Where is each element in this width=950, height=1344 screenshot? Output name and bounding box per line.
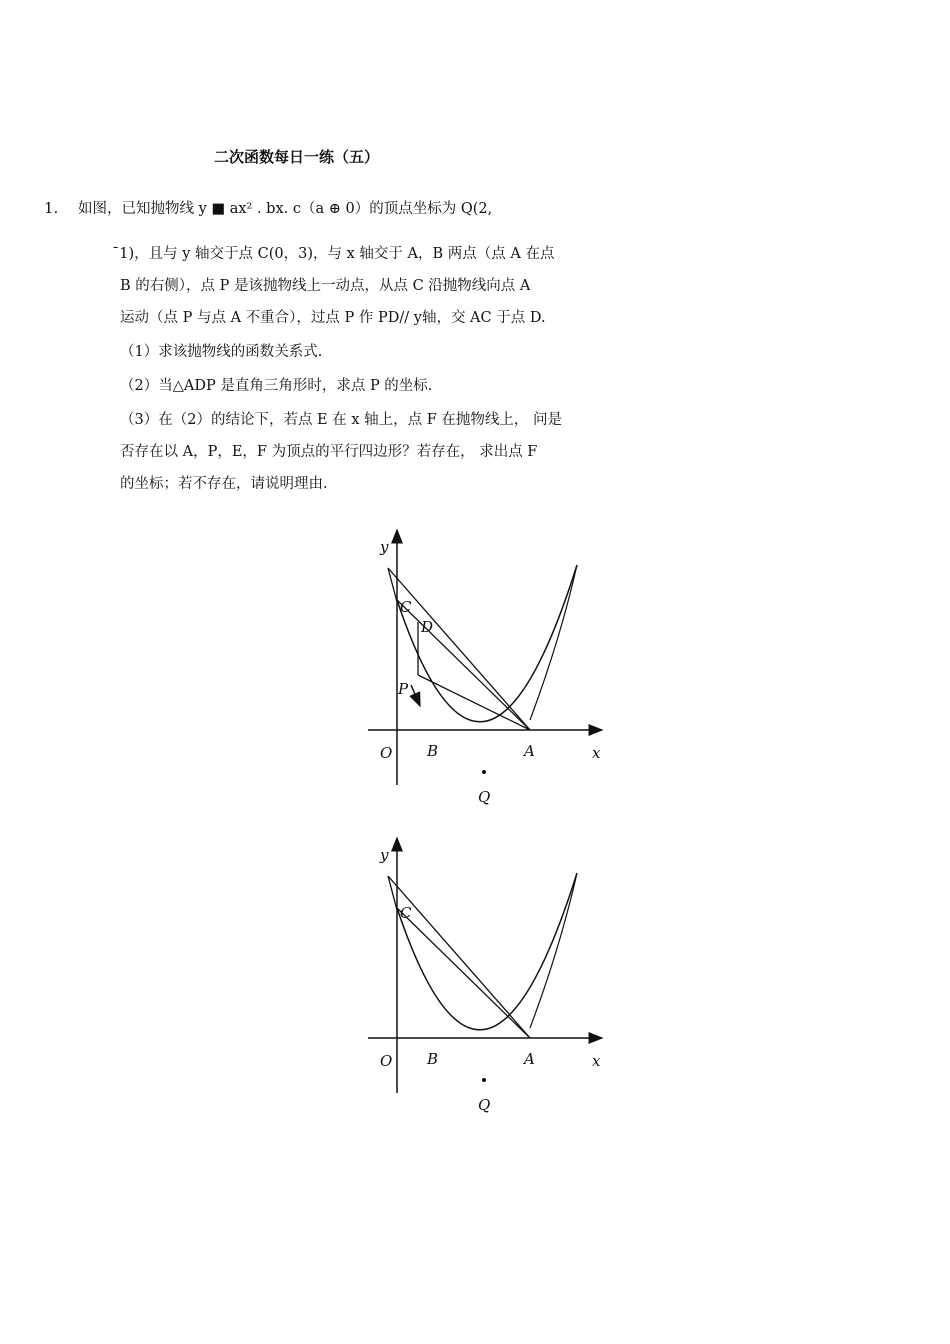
part-1: （1）求该抛物线的函数关系式. — [120, 344, 323, 360]
label-a: A — [524, 1050, 535, 1068]
label-a: A — [524, 742, 535, 760]
page-title: 二次函数每日一练（五） — [214, 148, 380, 166]
label-c: C — [400, 904, 412, 922]
label-b: B — [427, 1050, 439, 1068]
label-d: D — [421, 618, 434, 636]
part-2: （2）当△ADP 是直角三角形时，求点 P 的坐标. — [120, 378, 433, 394]
question-line-4: 运动（点 P 与点 A 不重合），过点 P 作 PD// y轴，交 AC 于点 D. — [120, 310, 546, 326]
motion-arrow — [411, 685, 420, 706]
parabola — [397, 873, 577, 1030]
label-x: x — [592, 744, 601, 762]
line-top — [388, 876, 530, 1038]
label-c: C — [400, 598, 412, 616]
line-ca — [397, 600, 530, 730]
question-number: 1. — [44, 199, 59, 217]
label-o: O — [380, 1052, 393, 1070]
part-3-line-3: 的坐标；若不存在，请说明理由. — [120, 476, 328, 492]
label-y: y — [380, 846, 389, 864]
parabola — [397, 565, 577, 722]
vertex-q — [482, 770, 486, 774]
label-p: P — [398, 680, 409, 698]
line-top — [388, 568, 530, 730]
figure-1 — [360, 520, 620, 815]
question-line-3: B 的右侧），点 P 是该抛物线上一动点，从点 C 沿抛物线向点 A — [120, 278, 531, 294]
label-q: Q — [478, 788, 491, 806]
figure-2 — [360, 828, 620, 1123]
label-x: x — [592, 1052, 601, 1070]
vertex-q — [482, 1078, 486, 1082]
question-line-2: ˉ1)，且与 y 轴交于点 C(0，3)，与 x 轴交于 A，B 两点（点 A 在点 — [112, 246, 555, 262]
line-ca — [397, 908, 530, 1038]
label-b: B — [427, 742, 439, 760]
label-q: Q — [478, 1096, 491, 1114]
part-3-line-2: 否存在以 A，P，E，F 为顶点的平行四边形？若存在， 求出点 F — [120, 444, 538, 460]
label-y: y — [380, 538, 389, 556]
part-3-line-1: （3）在（2）的结论下，若点 E 在 x 轴上，点 F 在抛物线上， 问是 — [120, 412, 563, 428]
question-line-1: 如图，已知抛物线 y ■ ax² . bx. c（a ⊕ 0）的顶点坐标为 Q(2, — [78, 201, 493, 217]
label-o: O — [380, 744, 393, 762]
